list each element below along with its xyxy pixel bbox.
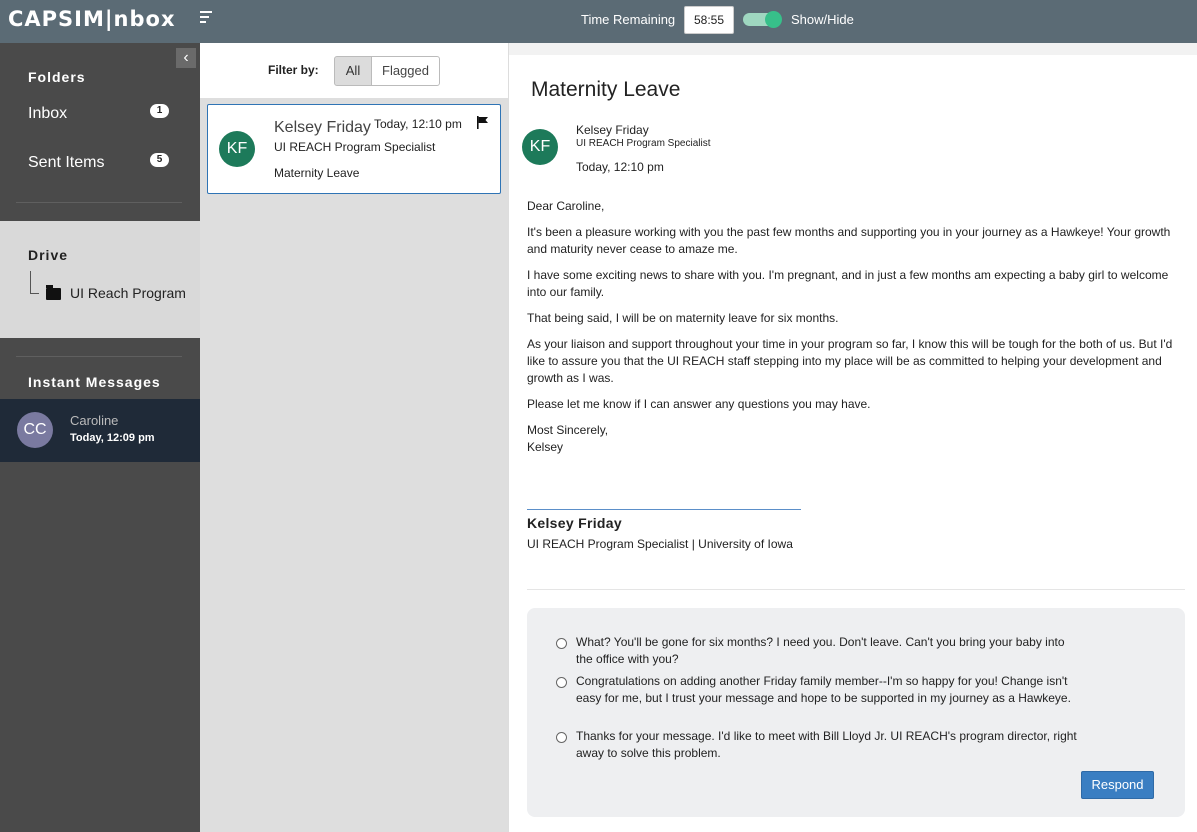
flag-icon[interactable] xyxy=(477,116,489,129)
radio-button[interactable] xyxy=(556,638,567,649)
sidebar-item-inbox[interactable]: Inbox xyxy=(28,105,68,122)
toggle-knob[interactable] xyxy=(765,11,782,28)
instant-messages-title: Instant Messages xyxy=(28,374,161,390)
time-remaining-value: 58:55 xyxy=(684,6,734,34)
message-paragraph: As your liaison and support throughout your time in your program so far, I know this will be tough for the both of us. But I'd like to assure you that the UI REACH staff stepping into my place will be as committed to helping your development and growth as I was. xyxy=(527,337,1173,385)
folders-title: Folders xyxy=(28,69,86,85)
mail-list-pane xyxy=(200,43,508,832)
drive-panel xyxy=(0,221,200,338)
drive-item-ui-reach-program[interactable]: UI Reach Program xyxy=(70,285,186,301)
sidebar xyxy=(0,43,200,832)
message-paragraph: It's been a pleasure working with you the past few months and supporting you in your journey as a Hawkeye! Your growth and maturity never cease to amaze me. xyxy=(527,225,1171,256)
im-contact-name: Caroline xyxy=(70,413,119,428)
show-hide-toggle[interactable] xyxy=(743,13,781,26)
response-option-2[interactable] xyxy=(557,673,1077,707)
signature-name: Kelsey Friday xyxy=(527,515,622,531)
respond-button[interactable]: Respond xyxy=(1081,771,1154,799)
message-sender: Kelsey Friday xyxy=(576,123,649,137)
mail-sender: Kelsey Friday xyxy=(274,119,371,136)
radio-button[interactable] xyxy=(556,732,567,743)
mail-list-item[interactable] xyxy=(207,104,501,194)
message-paragraph: I have some exciting news to share with you. I'm pregnant, and in just a few months am expecting a baby girl to welcome into our family. xyxy=(527,268,1169,299)
mail-sender-role: UI REACH Program Specialist xyxy=(274,140,436,154)
filter-label: Filter by: xyxy=(268,63,319,77)
filter-all-button[interactable]: All xyxy=(334,56,372,86)
collapse-sidebar-button[interactable] xyxy=(176,48,196,68)
chevron-left-icon: ‹ xyxy=(183,49,189,66)
signature-role: UI REACH Program Specialist | University of Iowa xyxy=(527,537,793,551)
top-bar xyxy=(0,0,1197,43)
response-option-1[interactable] xyxy=(557,634,1077,668)
message-paragraph: That being said, I will be on maternity leave for six months. xyxy=(527,311,839,325)
avatar: CC xyxy=(17,412,53,448)
filter-flagged-button[interactable]: Flagged xyxy=(371,56,440,86)
radio-button[interactable] xyxy=(556,677,567,688)
inbox-count-badge: 1 xyxy=(150,104,169,118)
avatar: KF xyxy=(522,129,558,165)
mail-timestamp: Today, 12:10 pm xyxy=(374,117,462,131)
mail-subject: Maternity Leave xyxy=(274,166,360,180)
im-timestamp: Today, 12:09 pm xyxy=(70,432,155,444)
message-paragraph: Please let me know if I can answer any questions you may have. xyxy=(527,397,871,411)
message-closing: Most Sincerely, xyxy=(527,423,609,437)
folder-icon xyxy=(46,288,61,300)
tree-line xyxy=(30,293,39,294)
message-closing-name: Kelsey xyxy=(527,440,564,454)
message-sender-role: UI REACH Program Specialist xyxy=(576,138,711,149)
tree-line xyxy=(30,271,31,293)
response-option-3[interactable] xyxy=(557,728,1097,762)
response-option-text: Thanks for your message. I'd like to meet with Bill Lloyd Jr. UI REACH's program director, right away to solve this problem. xyxy=(576,729,1077,760)
time-remaining-label: Time Remaining xyxy=(581,12,676,27)
message-header-strip xyxy=(509,43,1197,55)
drive-title: Drive xyxy=(28,247,69,263)
message-timestamp: Today, 12:10 pm xyxy=(576,160,664,174)
show-hide-label[interactable]: Show/Hide xyxy=(791,12,854,27)
filter-bar xyxy=(200,43,508,98)
message-subject: Maternity Leave xyxy=(531,78,681,101)
im-item-caroline[interactable] xyxy=(0,399,200,462)
message-body xyxy=(527,198,1177,465)
logo-lines-icon xyxy=(200,11,212,26)
sidebar-item-sent-items[interactable]: Sent Items xyxy=(28,154,105,171)
sent-items-count-badge: 5 xyxy=(150,153,169,167)
app-logo: CAPSIM|nbox xyxy=(8,7,176,31)
message-divider xyxy=(527,589,1185,590)
sidebar-divider xyxy=(16,202,182,203)
message-greeting: Dear Caroline, xyxy=(527,199,605,213)
sidebar-divider xyxy=(16,356,182,357)
response-option-text: What? You'll be gone for six months? I need you. Don't leave. Can't you bring your baby into the office with you? xyxy=(576,635,1065,666)
signature-rule xyxy=(527,509,801,510)
message-pane xyxy=(508,43,1197,832)
response-panel xyxy=(527,608,1185,817)
response-option-text: Congratulations on adding another Friday family member--I'm so happy for you! Change isn't easy for me, but I trust your message and hope to be supported in my journey as a Hawkeye. xyxy=(576,674,1071,705)
avatar: KF xyxy=(219,131,255,167)
